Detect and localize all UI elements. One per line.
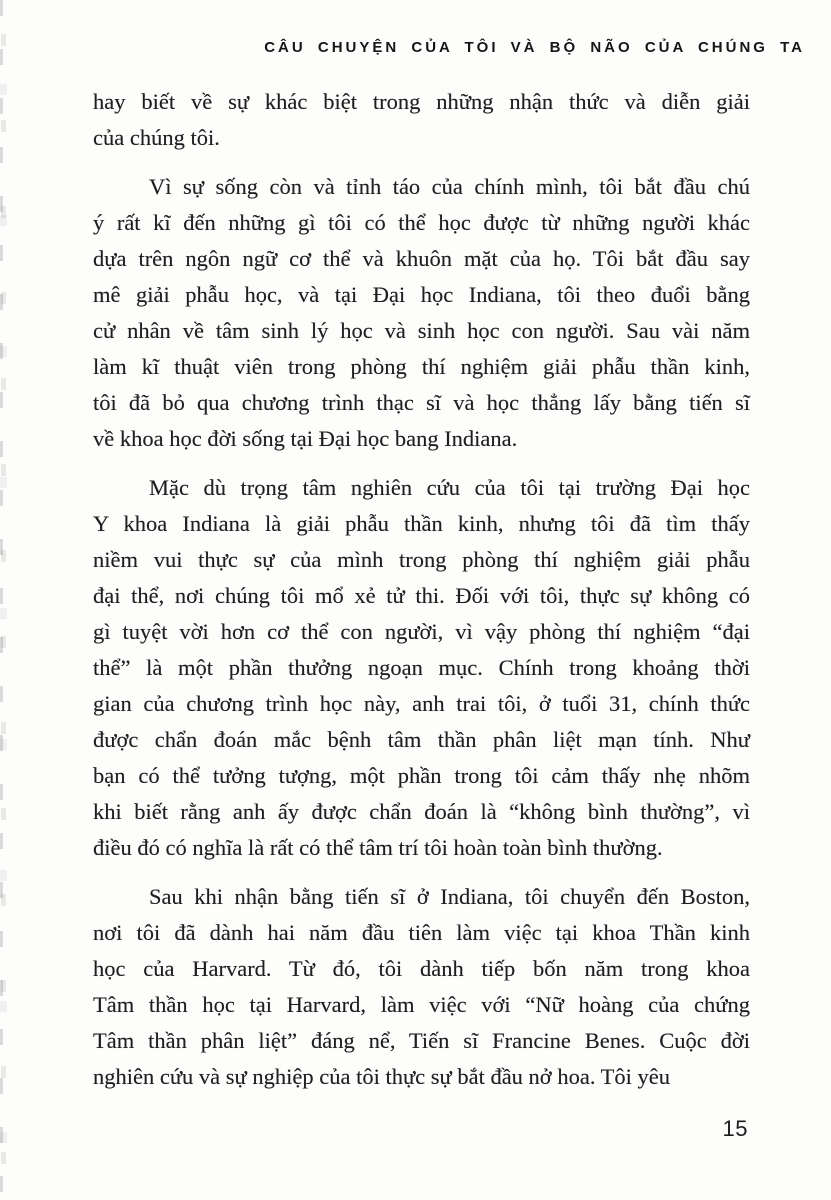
paragraph [93, 84, 750, 156]
page-body [93, 84, 750, 1095]
paragraph [93, 169, 750, 457]
text-line: nghiên cứu và sự nghiệp của tôi thực sự bắt đầu nở hoa. Tôi yêu [93, 1064, 671, 1089]
text-line: Vì sự sống còn và tỉnh táo của chính mình, tôi bắt đầu chú [149, 174, 750, 199]
paragraph [93, 470, 750, 866]
text-line: thể” là một phần thưởng ngoạn mục. Chính trong khoảng thời [93, 655, 750, 680]
text-line: cử nhân về tâm sinh lý học và sinh học con người. Sau vài năm [93, 318, 750, 343]
text-line: nơi tôi đã dành hai năm đầu tiên làm việc tại khoa Thần kinh [93, 920, 750, 945]
text-line: Mặc dù trọng tâm nghiên cứu của tôi tại trường Đại học [149, 475, 750, 500]
text-line: gì tuyệt vời hơn cơ thể con người, vì vậy phòng thí nghiệm “đại [93, 619, 750, 644]
text-line: về khoa học đời sống tại Đại học bang Indiana. [93, 426, 518, 451]
text-line: dựa trên ngôn ngữ cơ thể và khuôn mặt của họ. Tôi bắt đầu say [93, 246, 750, 271]
text-line: khi biết rằng anh ấy được chẩn đoán là “không bình thường”, vì [93, 799, 750, 824]
text-line: của chúng tôi. [93, 125, 220, 150]
text-line: đại thể, nơi chúng tôi mổ xẻ tử thi. Đối với tôi, thực sự không có [93, 583, 750, 608]
paragraph [93, 879, 750, 1095]
page-number: 15 [722, 1116, 748, 1141]
text-line: Sau khi nhận bằng tiến sĩ ở Indiana, tôi chuyển đến Boston, [149, 884, 750, 909]
text-line: bạn có thể tưởng tượng, một phần trong tôi cảm thấy nhẹ nhõm [93, 763, 750, 788]
text-line: Tâm thần học tại Harvard, làm việc với “Nữ hoàng của chứng [93, 992, 750, 1017]
text-line: Y khoa Indiana là giải phẫu thần kinh, nhưng tôi đã tìm thấy [93, 511, 750, 536]
text-line: hay biết về sự khác biệt trong những nhận thức và diễn giải [93, 89, 750, 114]
text-line: gian của chương trình học này, anh trai tôi, ở tuổi 31, chính thức [93, 691, 750, 716]
text-line: tôi đã bỏ qua chương trình thạc sĩ và học thẳng lấy bằng tiến sĩ [93, 390, 750, 415]
text-line: được chẩn đoán mắc bệnh tâm thần phân liệt mạn tính. Như [93, 727, 750, 752]
text-line: mê giải phẫu học, và tại Đại học Indiana, tôi theo đuổi bằng [93, 282, 750, 307]
running-head: CÂU CHUYỆN CỦA TÔI VÀ BỘ NÃO CỦA CHÚNG TA [264, 39, 805, 56]
text-line: Tâm thần phân liệt” đáng nể, Tiến sĩ Francine Benes. Cuộc đời [93, 1028, 750, 1053]
text-line: học của Harvard. Từ đó, tôi dành tiếp bốn năm trong khoa [93, 956, 750, 981]
scan-edge-artifacts [0, 0, 9, 1200]
text-line: ý rất kĩ đến những gì tôi có thể học được từ những người khác [93, 210, 750, 235]
text-line: làm kĩ thuật viên trong phòng thí nghiệm giải phẫu thần kinh, [93, 354, 750, 379]
text-line: niềm vui thực sự của mình trong phòng thí nghiệm giải phẫu [93, 547, 750, 572]
text-line: điều đó có nghĩa là rất có thể tâm trí tôi hoàn toàn bình thường. [93, 835, 663, 860]
